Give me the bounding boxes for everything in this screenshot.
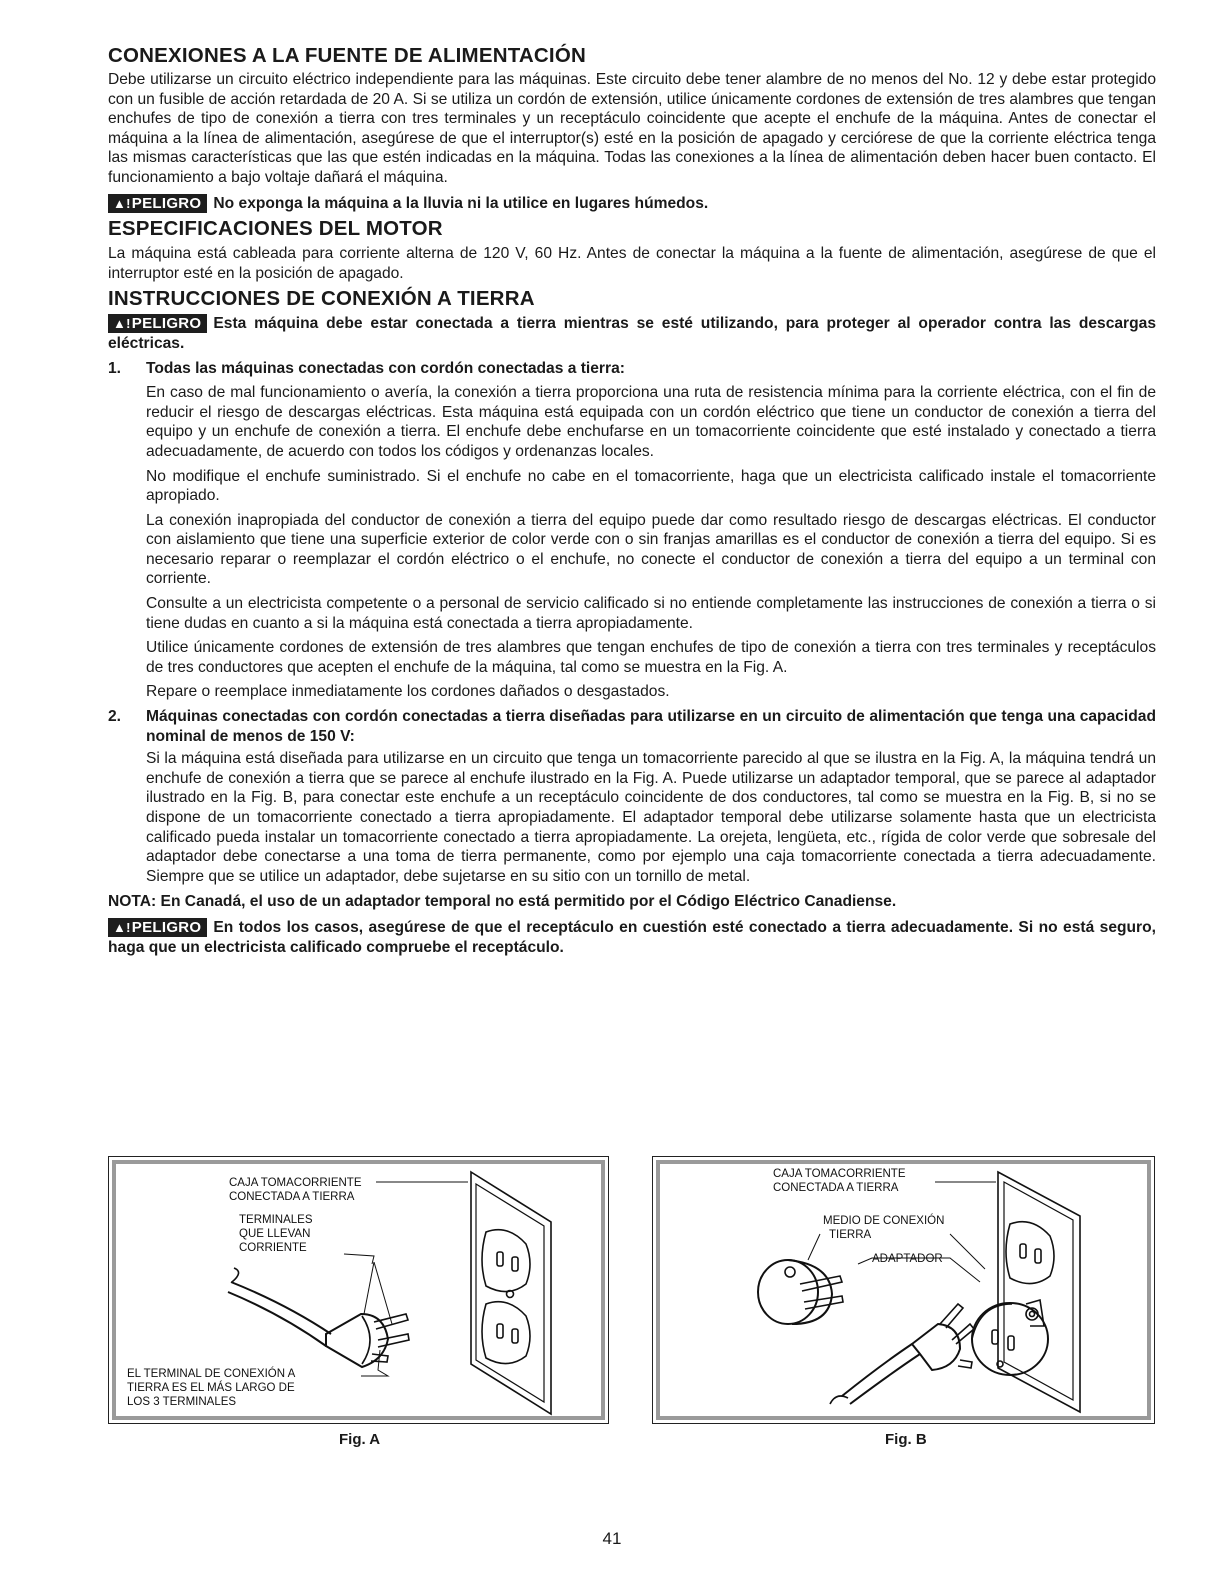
paragraph: Utilice únicamente cordones de extensión de tres alambres que tengan enchufes de tipo de conexión a tierra con tres terminales y receptáculos de tres conductores que acepten el enchufe de la máquina, tal como se muestra en la Fig. A. bbox=[146, 639, 1156, 676]
paragraph: Consulte a un electricista competente o a personal de servicio calificado si no entiende completamente las instrucciones de conexión a tierra o si tiene dudas en cuanto a si la máquina está conectada a tierra apropiadamente. bbox=[146, 595, 1156, 632]
figure-a bbox=[108, 1156, 609, 1424]
list-item-1-heading: 1. Todas las máquinas conectadas con cordón conectadas a tierra: bbox=[108, 359, 625, 377]
page-number: 41 bbox=[602, 1529, 622, 1548]
section-title-power: CONEXIONES A LA FUENTE DE ALIMENTACIÓN bbox=[108, 44, 586, 67]
label-medio-conexion: MEDIO DE CONEXIÓN TIERRA bbox=[823, 1215, 945, 1241]
figure-b bbox=[652, 1156, 1155, 1424]
figure-a-caption: Fig. A bbox=[339, 1431, 381, 1448]
label-caja: CAJA TOMACORRIENTE CONECTADA A TIERRA bbox=[229, 1177, 362, 1203]
paragraph: Repare o reemplace inmediatamente los cordones dañados o desgastados. bbox=[146, 683, 670, 701]
danger-warning-receptacle: ▲!PELIGRO En todos los casos, asegúrese de que el receptáculo en cuestión esté conectado a tierra adecuadamente. Si no está seguro, haga que un electricista calificado compruebe el receptáculo. bbox=[108, 918, 1156, 956]
danger-warning-rain: ▲!PELIGRO No exponga la máquina a la lluvia ni la utilice en lugares húmedos. bbox=[108, 194, 1156, 214]
list-item-2-heading: 2. Máquinas conectadas con cordón conectadas a tierra diseñadas para utilizarse en un circuito de alimentación que tenga una capacidad nominal de menos de 150 V: bbox=[108, 708, 1156, 745]
nota-canada: NOTA: En Canadá, el uso de un adaptador temporal no está permitido por el Código Eléctrico Canadiense. bbox=[108, 893, 897, 911]
warning-triangle-icon: ▲! bbox=[113, 919, 131, 935]
paragraph: No modifique el enchufe suministrado. Si el enchufe no cabe en el tomacorriente, haga que un electricista calificado instale el tomacorriente apropiado. bbox=[146, 467, 1156, 505]
paragraph: En caso de mal funcionamiento o avería, la conexión a tierra proporciona una ruta de resistencia mínima para la corriente eléctrica, con el fin de reducir el riesgo de descargas eléctricas. Esta máquina está equipada con un cordón eléctrico que tiene un conductor de conexión a tierra del equipo y un enchufe de conexión a tierra. El enchufe debe enchufarse en un tomacorriente coincidente que esté instalado y conectado a tierra adecuadamente, de acuerdo con todos los códigos y ordenanzas locales. bbox=[146, 384, 1156, 460]
paragraph: La conexión inapropiada del conductor de conexión a tierra del equipo puede dar como resultado riesgo de descargas eléctricas. El conductor con aislamiento que tiene una superficie exterior de color verde con o sin franjas amarillas es el conductor de conexión a tierra del equipo. Si es necesario reparar o reemplazar el cordón eléctrico o el enchufe, no conecte el conductor de conexión a tierra del equipo a un terminal con corriente. bbox=[146, 511, 1156, 588]
label-adaptador: ADAPTADOR bbox=[872, 1253, 943, 1265]
label-terminal-tierra: EL TERMINAL DE CONEXIÓN A TIERRA ES EL MÁS LARGO DE LOS 3 TERMINALES bbox=[127, 1368, 296, 1408]
power-body: Debe utilizarse un circuito eléctrico independiente para las máquinas. Este circuito debe tener alambre de no menos del No. 12 y debe estar protegido con un fusible de acción retardada de 20 A. Si se utiliza un cordón de extensión, utilice únicamente cordones de extensión de tres alambres que tengan enchufes de tipo de conexión a tierra con tres terminales y un receptáculo coincidente que acepte el enchufe de la máquina. Antes de conectar el máquina a la línea de alimentación, asegúrese de que el interruptor(s) esté en la posición de apagado y cerciórese de que la corriente eléctrica tenga las mismas características que las que estén indicadas en la máquina. Todas las conexiones a la línea de alimentación deben hacer buen contacto. El funcionamiento a bajo voltaje dañará el máquina. bbox=[108, 71, 1156, 186]
label-caja: CAJA TOMACORRIENTE CONECTADA A TIERRA bbox=[773, 1168, 906, 1194]
warning-triangle-icon: ▲! bbox=[113, 195, 131, 211]
figure-a-frame bbox=[112, 1160, 605, 1420]
motor-body: La máquina está cableada para corriente alterna de 120 V, 60 Hz. Antes de conectar la máquina a la fuente de alimentación, asegúrese de que el interruptor esté en la posición de apagado. bbox=[108, 245, 1156, 282]
list-item-2-body bbox=[146, 749, 1156, 886]
warning-triangle-icon: ▲! bbox=[113, 316, 131, 332]
figure-b-frame bbox=[656, 1160, 1151, 1420]
section-title-motor: ESPECIFICACIONES DEL MOTOR bbox=[108, 217, 443, 241]
manual-page bbox=[108, 44, 1156, 957]
danger-badge: ▲!PELIGRO bbox=[108, 194, 207, 213]
figure-b-caption: Fig. B bbox=[885, 1431, 927, 1448]
danger-badge: ▲!PELIGRO bbox=[108, 918, 207, 937]
list-item-1-body bbox=[146, 383, 1156, 702]
label-terminales: TERMINALES QUE LLEVAN CORRIENTE bbox=[239, 1214, 313, 1254]
danger-warning-ground: ▲!PELIGRO Esta máquina debe estar conectada a tierra mientras se esté utilizando, para proteger al operador contra las descargas eléctricas. bbox=[108, 315, 1156, 352]
danger-badge: ▲!PELIGRO bbox=[108, 314, 207, 333]
adapter-outlet-illustration bbox=[660, 1164, 1148, 1417]
paragraph: Si la máquina está diseñada para utilizarse en un circuito que tenga un tomacorriente parecido al que se ilustra en la Fig. A, la máquina tendrá un enchufe de conexión a tierra que se parece al enchufe ilustrado en la Fig. A. Puede utilizarse un adaptador temporal, que se parece al adaptador ilustrado en la Fig. B, para conectar este enchufe a un receptáculo coincidente de dos conductores, tal como se muestra en la Fig. B, si no se dispone de un tomacorriente conectado a tierra apropiadamente. El adaptador temporal debe utilizarse solamente hasta que un electricista calificado pueda instalar un tomacorriente conectado a tierra apropiadamente. La orejeta, lengüeta, etc., rígida de color verde que sobresale del adaptador debe conectarse a una toma de tierra permanente, como por ejemplo una caja tomacorriente conectada a tierra adecuadamente. Siempre que se utilice un adaptador, debe sujetarse en su sitio con un tornillo de metal. bbox=[146, 750, 1156, 885]
section-title-ground: INSTRUCCIONES DE CONEXIÓN A TIERRA bbox=[108, 287, 535, 311]
